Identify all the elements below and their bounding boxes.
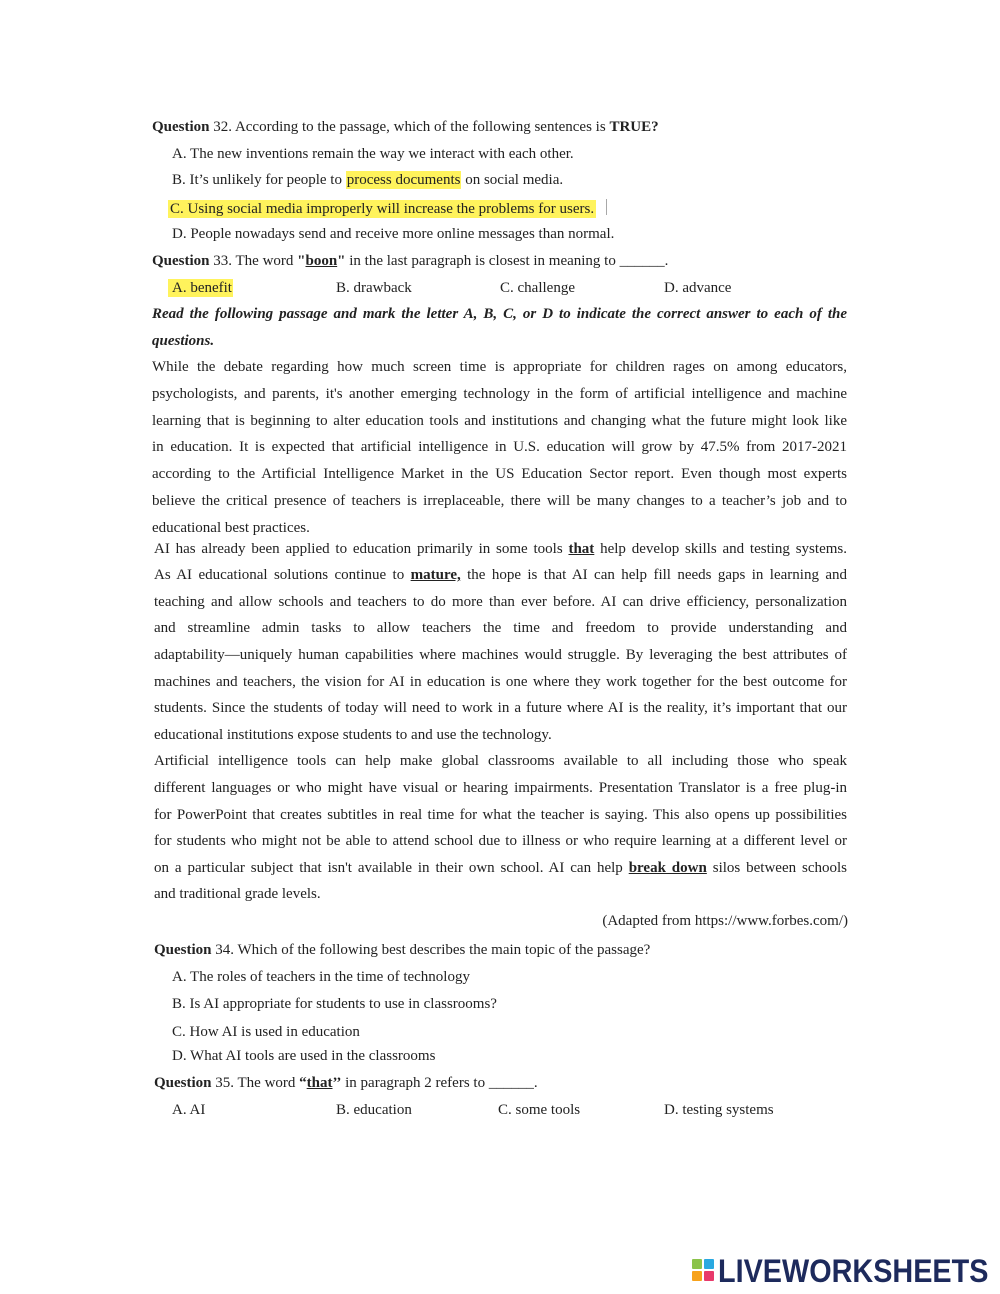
quote-close: " — [337, 253, 346, 269]
q32-option-d[interactable]: D. People nowadays send and receive more online messages than normal. — [172, 226, 615, 242]
emphasized-word: mature, — [410, 567, 461, 583]
line-text-before: As AI educational solutions continue to — [154, 567, 411, 583]
passage-paragraph-2-line-4: and streamline admin tasks to allow teachers the time and freedom to provide understanding and — [154, 620, 847, 636]
liveworksheets-logo-icon — [692, 1259, 714, 1281]
logo-text: LIVEWORKSHEETS — [718, 1253, 989, 1289]
q33-option-c[interactable]: C. challenge — [500, 280, 575, 296]
q32-option-c[interactable] — [168, 199, 596, 219]
line-text-after: help develop skills and testing systems. — [594, 541, 847, 557]
passage-paragraph-1-line-6: believe the critical presence of teachers is irreplaceable, there will be many changes to a teacher’s job and to — [152, 493, 847, 509]
passage-paragraph-1-line-3: learning that is beginning to alter education tools and institutions and changing what the future might look like — [152, 413, 847, 429]
q35-option-b[interactable]: B. education — [336, 1102, 412, 1118]
question-text: in paragraph 2 refers to ______. — [341, 1075, 538, 1091]
passage-paragraph-2-line-5: adaptability—uniquely human capabilities where machines would struggle. By leveraging the best attributes of — [154, 647, 847, 663]
quote-open: “ — [299, 1075, 307, 1091]
line-text-before: on a particular subject that isn't available in their own school. AI can help — [154, 860, 629, 876]
question-33-stem — [152, 251, 668, 271]
passage-paragraph-3-line-1: Artificial intelligence tools can help make global classrooms available to all including those who speak — [154, 753, 847, 769]
passage-paragraph-3-line-5 — [154, 858, 847, 878]
q34-option-a[interactable]: A. The roles of teachers in the time of technology — [172, 969, 470, 985]
question-keyword: boon — [305, 253, 338, 269]
line-text-after: silos between schools — [706, 860, 848, 876]
q34-option-b[interactable]: B. Is AI appropriate for students to use in classrooms? — [172, 996, 497, 1012]
line-text-before: AI has already been applied to education primarily in some tools — [154, 541, 569, 557]
logo-square — [704, 1271, 714, 1281]
passage-paragraph-2-line-1 — [154, 539, 847, 559]
liveworksheets-logo[interactable] — [690, 1255, 990, 1287]
q33-option-d[interactable]: D. advance — [664, 280, 732, 296]
passage-paragraph-1-line-2: psychologists, and parents, it's another emerging technology in the form of artificial intelligence and machine — [152, 386, 847, 402]
passage-paragraph-2-line-2 — [154, 565, 847, 585]
q34-option-d[interactable]: D. What AI tools are used in the classrooms — [172, 1048, 436, 1064]
question-label: Question — [152, 119, 210, 135]
passage-paragraph-1-line-7: educational best practices. — [152, 520, 310, 536]
question-text: 33. The word — [209, 253, 298, 269]
passage-paragraph-3-line-6: and traditional grade levels. — [154, 886, 321, 902]
q35-option-d[interactable]: D. testing systems — [664, 1102, 774, 1118]
question-text: 32. According to the passage, which of the following sentences is — [209, 119, 610, 135]
q33-option-a[interactable] — [168, 278, 233, 298]
passage-paragraph-2-line-6: machines and teachers, the vision for AI in education is one where they work together for the best outcome for — [154, 674, 847, 690]
q35-option-a[interactable]: A. AI — [172, 1102, 206, 1118]
question-34-stem — [154, 940, 650, 960]
question-text: 35. The word — [211, 1075, 300, 1091]
passage-source: (Adapted from https://www.forbes.com/) — [602, 913, 848, 929]
instructions-line-1: Read the following passage and mark the letter A, B, C, or D to indicate the correct answer to each of the — [152, 306, 847, 322]
passage-paragraph-3-line-2: different languages or who might have visual or hearing impairments. Presentation Translator is a free plug-in — [154, 780, 847, 796]
passage-paragraph-2-line-8: educational institutions expose students to and use the technology. — [154, 727, 552, 743]
option-text-after: on social media. — [461, 172, 564, 188]
highlighted-phrase[interactable]: process documents — [346, 172, 461, 188]
question-label: Question — [154, 942, 212, 958]
question-emphasis: TRUE? — [609, 119, 659, 135]
quote-close: ’’ — [332, 1075, 342, 1091]
logo-square — [692, 1271, 702, 1281]
quote-open: " — [297, 253, 306, 269]
question-text: in the last paragraph is closest in meaning to ______. — [345, 253, 669, 269]
passage-paragraph-2-line-3: teaching and allow schools and teachers to do more than ever before. AI can drive efficiency, personalization — [154, 594, 847, 610]
q32-option-a[interactable]: A. The new inventions remain the way we interact with each other. — [172, 146, 574, 162]
q32-option-b[interactable] — [172, 170, 563, 190]
passage-paragraph-1-line-4: in education. It is expected that artificial intelligence in U.S. education will grow by 47.5% from 2017-2021 — [152, 439, 847, 455]
q35-option-c[interactable]: C. some tools — [498, 1102, 581, 1118]
line-text-after: the hope is that AI can help fill needs gaps in learning and — [460, 567, 847, 583]
question-text: 34. Which of the following best describes the main topic of the passage? — [211, 942, 651, 958]
referenced-word: that — [568, 541, 595, 557]
question-label: Question — [152, 253, 210, 269]
question-label: Question — [154, 1075, 212, 1091]
passage-paragraph-3-line-3: for PowerPoint that creates subtitles in real time for what the teacher is saying. This also opens up possibilities — [154, 807, 847, 823]
passage-paragraph-1-line-5: according to the Artificial Intelligence Market in the US Education Sector report. Even though most experts — [152, 466, 847, 482]
question-keyword: that — [306, 1075, 333, 1091]
highlighted-answer[interactable]: A. benefit — [168, 279, 233, 297]
logo-square — [692, 1259, 702, 1269]
question-35-stem — [154, 1073, 538, 1093]
q33-option-b[interactable]: B. drawback — [336, 280, 412, 296]
question-32-stem — [152, 117, 659, 137]
emphasized-phrase: break down — [628, 860, 707, 876]
highlighted-answer[interactable]: C. Using social media improperly will increase the problems for users. — [170, 201, 595, 217]
q34-option-c[interactable]: C. How AI is used in education — [172, 1024, 360, 1040]
option-text-before: B. It’s unlikely for people to — [172, 172, 346, 188]
passage-paragraph-1-line-1: While the debate regarding how much screen time is appropriate for children rages on among educators, — [152, 359, 847, 375]
text-cursor-icon — [606, 199, 607, 215]
logo-square — [704, 1259, 714, 1269]
passage-paragraph-3-line-4: for students who might not be able to attend school due to illness or who require learning at a different level or — [154, 833, 847, 849]
instructions-line-2: questions. — [152, 333, 215, 349]
passage-paragraph-2-line-7: students. Since the students of today will need to work in a future where AI is the reality, it’s important that our — [154, 700, 847, 716]
